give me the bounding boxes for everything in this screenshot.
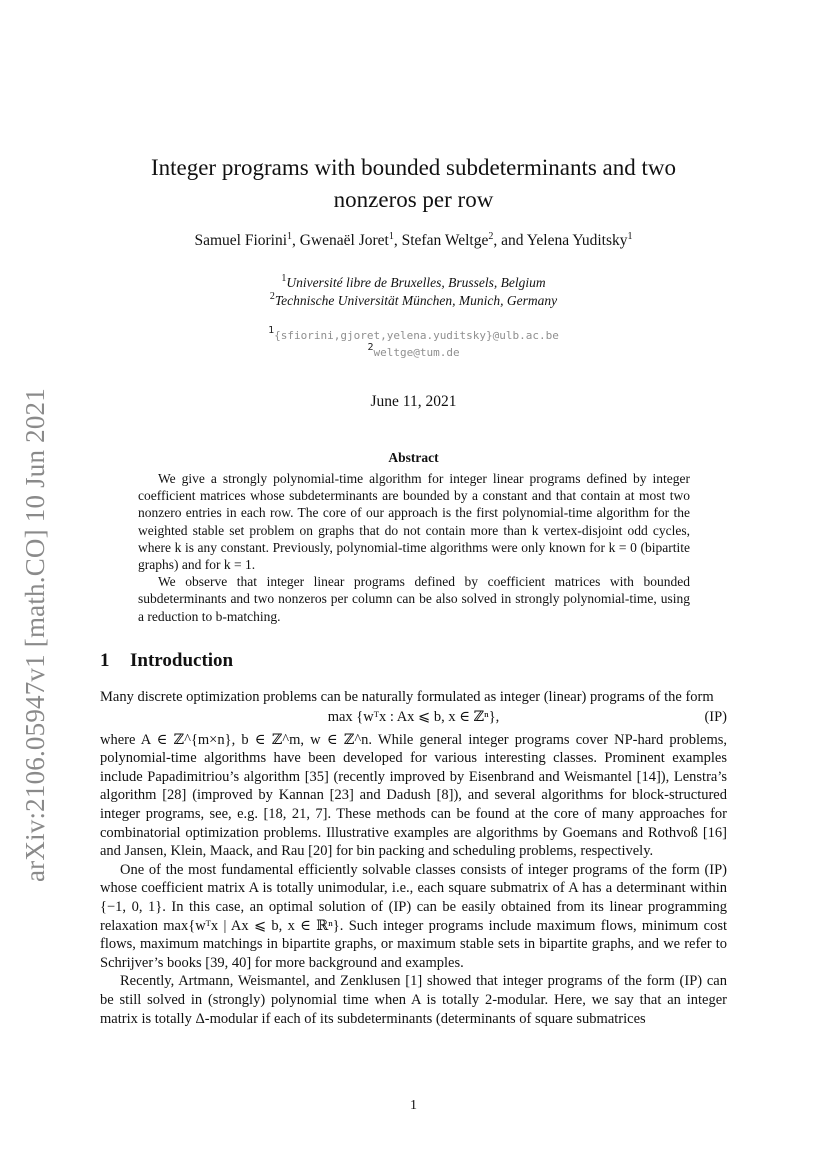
intro-paragraph: Recently, Artmann, Weismantel, and Zenklusen [1] showed that integer programs of the form (IP) can be still solved in (strongly) polynomial time when A is totally 2-modular. Here, we say that an integer matrix is totally Δ-modular if each of its subdeterminants (determinants of square submatrices	[100, 973, 727, 1027]
intro-paragraph: where A ∈ ℤ^{m×n}, b ∈ ℤ^m, w ∈ ℤ^n. While general integer programs cover NP-hard problems, polynomial-time algorithms have been developed for various interesting classes. Prominent examples include Papadimitriou’s algorithm [35] (recently improved by Eisenbrand and Weismantel [14]), Lenstra’s algorithm [28] (improved by Kannan [23] and Dadush [8]), and several algorithms for block-structured integer programs, see, e.g. [18, 21, 7]. These methods can be found at the core of many approaches for combinatorial optimization problems. Illustrative examples are algorithms by Goemans and Rothvoß [16] and Jansen, Klein, Maack, and Rau [20] for bin packing and scheduling problems, respectively.	[100, 731, 727, 860]
author-affiliation-mark: 1	[627, 231, 633, 242]
abstract-paragraph: We give a strongly polynomial-time algorithm for integer linear programs defined by integer coefficient matrices whose subdeterminants are bounded by a constant and that contain at most two nonzero entries in each row. The core of our approach is the first polynomial-time algorithm for the weighted stable set problem on graphs that do not contain more than k vertex-disjoint odd cycles, where k is any constant. Previously, polynomial-time algorithms were only known for k = 0 (bipartite graphs) and for k = 1.	[138, 471, 690, 573]
author-list	[100, 232, 727, 250]
equation-label: (IP)	[704, 708, 727, 725]
email-line	[100, 344, 727, 361]
abstract-body	[138, 470, 690, 625]
abstract-paragraph: We observe that integer linear programs defined by coefficient matrices with bounded subdeterminants and two nonzeros per column can be also solved in strongly polynomial-time, using a reduction to b-matching.	[138, 574, 690, 624]
affiliations	[100, 274, 727, 310]
section-title: Introduction	[130, 650, 234, 671]
email-line	[100, 327, 727, 344]
author-affiliation-mark: 1	[388, 231, 394, 242]
email-number: 2	[367, 342, 374, 353]
affiliation-text: Université libre de Bruxelles, Brussels, Belgium	[286, 275, 546, 290]
author-name: Gwenaël Joret	[299, 232, 389, 249]
intro-body	[100, 688, 727, 1028]
affiliation-line	[100, 292, 727, 310]
page-number: 1	[410, 1098, 417, 1113]
equation-body: max {wᵀx : Ax ⩽ b, x ∈ ℤⁿ},	[327, 708, 500, 725]
affiliation-text: Technische Universität München, Munich, Germany	[274, 293, 558, 308]
author-affiliation-mark: 2	[488, 231, 494, 242]
email-number: 1	[268, 325, 275, 336]
email-address[interactable]: {sfiorini,gjoret,yelena.yuditsky}@ulb.ac.be	[274, 329, 559, 342]
author-name: Samuel Fiorini	[194, 232, 288, 249]
author-separator: ,	[393, 232, 402, 249]
affiliation-number: 2	[269, 291, 275, 302]
email-address[interactable]: weltge@tum.de	[373, 346, 460, 359]
paper-date: June 11, 2021	[370, 393, 457, 410]
display-equation	[100, 708, 727, 731]
intro-paragraph: Many discrete optimization problems can be naturally formulated as integer (linear) programs of the form	[100, 689, 714, 705]
arxiv-stamp: arXiv:2106.05947v1 [math.CO] 10 Jun 2021	[20, 388, 50, 882]
author-name: Stefan Weltge	[401, 232, 489, 249]
author-separator: ,	[292, 232, 300, 249]
affiliation-line	[100, 274, 727, 292]
title-line-1: Integer programs with bounded subdeterminants and two	[150, 155, 677, 180]
author-separator: , and	[493, 232, 527, 249]
paper-title	[100, 152, 727, 216]
intro-paragraph: One of the most fundamental efficiently solvable classes consists of integer programs of the form (IP) whose coefficient matrix A is totally unimodular, i.e., each square submatrix of A has a determinant within {−1, 0, 1}. In this case, an optimal solution of (IP) can be easily obtained from its linear programming relaxation max{wᵀx | Ax ⩽ b, x ∈ ℝⁿ}. Such integer programs include maximum flows, minimum cost flows, maximum matchings in bipartite graphs, or maximum stable sets in bipartite graphs, and we refer to Schrijver’s books [39, 40] for more background and examples.	[100, 861, 727, 971]
section-heading	[100, 650, 233, 672]
email-list	[100, 327, 727, 361]
author-name: Yelena Yuditsky	[526, 232, 628, 249]
title-line-2: nonzeros per row	[333, 187, 494, 212]
author-affiliation-mark: 1	[287, 231, 293, 242]
affiliation-number: 1	[281, 273, 287, 284]
abstract-heading: Abstract	[388, 450, 439, 465]
section-number: 1	[100, 650, 110, 671]
